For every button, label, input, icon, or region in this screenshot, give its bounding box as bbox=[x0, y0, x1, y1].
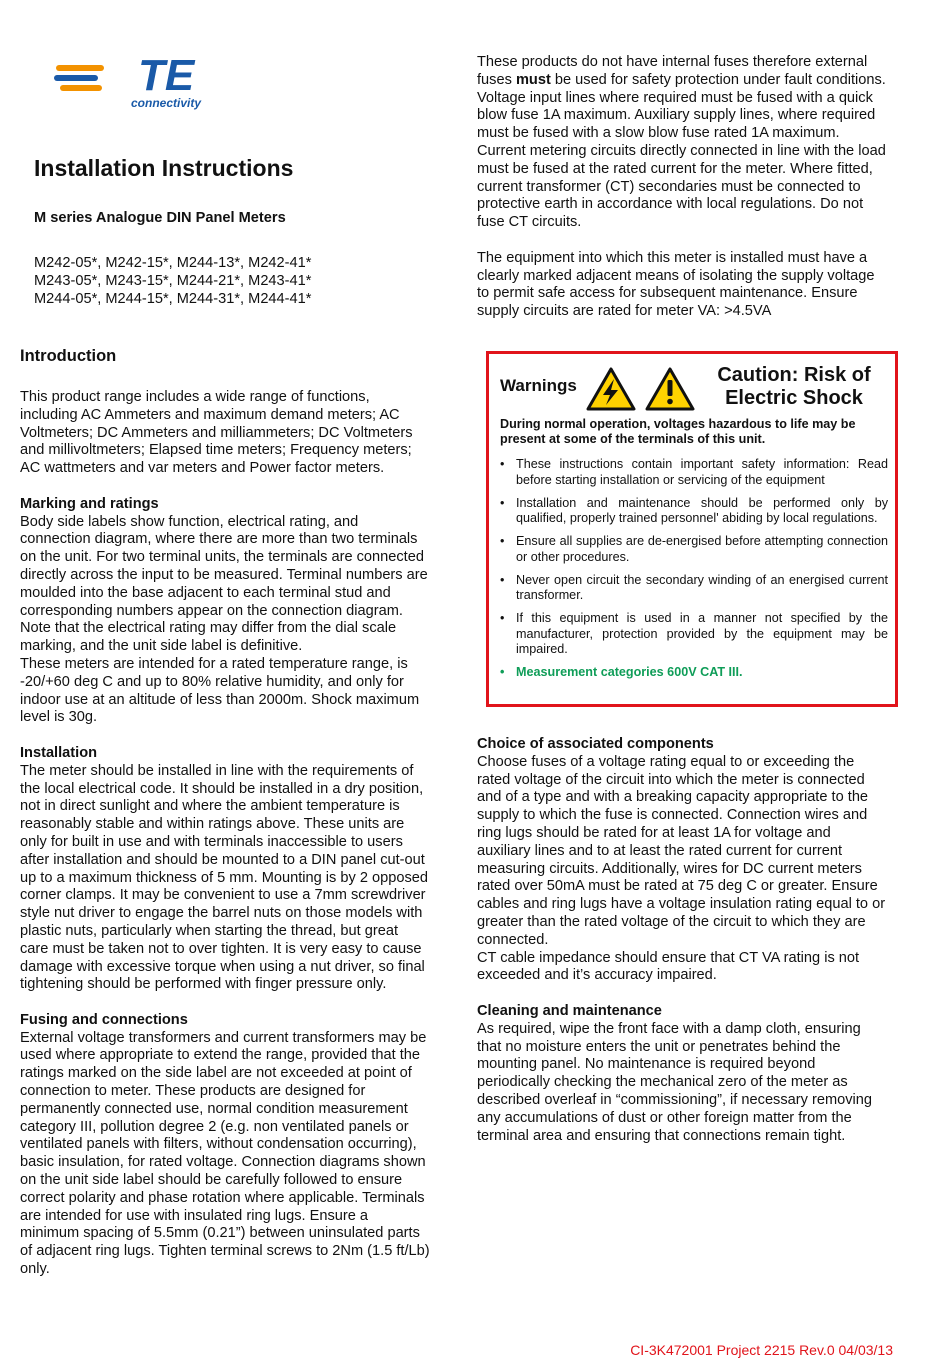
fusing-text: External voltage transformers and current transformers may be used where appropriate to extend the range, provided that the ratings marked on the side label are not exceeded at point of connection to meter. These products are designed for permanently connected use, normal condition measurement category III, pollution degree 2 (e.g. non ventilated panels or ventilated panels with filters, without condensation occurring), basic insulation, for rated voltage. Connection diagrams shown on the unit side label should be carefully followed to ensure correct polarity and phase rotation where applicable. Terminals are intended for use with insulated ring lugs. Ensure a minimum spacing of 5.5mm (0.21”) between uninsulated parts of adjacent ring lugs. Tighten terminal screws to 2Nm (1.5 ft/Lb) only. bbox=[20, 1029, 430, 1278]
warnings-list bbox=[500, 457, 888, 688]
model-list bbox=[34, 255, 311, 308]
warnings-intro: During normal operation, voltages hazardous to life may be present at some of the terminals of this unit. bbox=[500, 417, 856, 446]
model-line: M243-05*, M243-15*, M244-21*, M243-41* bbox=[34, 272, 312, 289]
document-reference: CI-3K472001 Project 2215 Rev.0 04/03/13 bbox=[630, 1342, 893, 1358]
list-item: • If this equipment is used in a manner not specified by the manufacturer, protection provided by the equipment may be impaired. bbox=[500, 611, 888, 656]
intro-text: This product range includes a wide range of functions, including AC Ammeters and maximum demand meters; AC Voltmeters; DC Ammeters and milliammeters; DC Voltmeters and millivoltmeters; Elapsed time meters; Frequency meters; AC wattmeters and var meters and Power factor meters. bbox=[20, 389, 413, 477]
left-column bbox=[20, 389, 430, 1279]
model-line: M242-05*, M242-15*, M244-13*, M242-41* bbox=[34, 255, 312, 271]
intro-heading: Introduction bbox=[20, 347, 117, 365]
marking-text-2: These meters are intended for a rated temperature range, is -20/+60 deg C and up to 80% relative humidity, and only for indoor use at an altitude of less than 2000m. Shock maximum level is 30g. bbox=[20, 655, 420, 726]
installation-heading: Installation bbox=[20, 744, 98, 761]
marking-text: Body side labels show function, electrical rating, and connection diagram, where there are more than two terminals on the unit. For two terminal units, the terminals are connected directly across the input to be measured. Terminal numbers are moulded into the base adjacent to each terminal stud and corresponding numbers appear on the connection diagram. Note that the electrical rating may differ from the dial scale marking, and the unit side label is definitive. bbox=[20, 513, 428, 655]
warnings-label: Warnings bbox=[500, 376, 577, 395]
fuses-text: These products do not have internal fuses therefore external fuses must be used for safety protection under fault conditions. Voltage input lines where required must be fused with a quick blow fuse 1A maximum. Auxiliary supply lines, where required must be fused with a slow blow fuse rated 1A maximum. Current metering circuits directly connected in line with the load must be fused at the rated current for the meter. Where fitted, current transformer (CT) secondaries must be connected to protective earth in accordance with local regulations. Do not fuse CT circuits. bbox=[477, 54, 886, 231]
right-column-top bbox=[477, 54, 887, 321]
installation-text: The meter should be installed in line with the requirements of the local electrical code. It should be installed in a dry position, not in direct sunlight and where the ambient temperature is reasonably stable and within ratings above. These units are only for built in use and with terminals inaccessible to users after installation and should be mounted to a DIN panel cut-out up to a maximum thickness of 5 mm. Mounting is by 2 opposed corner clamps. It may be convenient to use a 7mm screwdriver style nut driver to engage the barrel nuts on those models with plastic nuts, particularly when starting the thread, but great care must be taken not to over tighten. It is very easy to cause damage with excessive torque when using a nut driver, so final tightening should be performed with finger pressure only. bbox=[20, 762, 429, 993]
page-subtitle: M series Analogue DIN Panel Meters bbox=[34, 210, 286, 226]
page-title: Installation Instructions bbox=[34, 155, 294, 181]
isolation-text: The equipment into which this meter is installed must have a clearly marked adjacent means of isolating the supply voltage to permit safe access for subsequent maintenance. Ensure supply circuits are rated for meter VA: >4.5VA bbox=[477, 249, 875, 320]
caution-heading: Caution: Risk of Electric Shock bbox=[717, 364, 871, 409]
cleaning-heading: Cleaning and maintenance bbox=[477, 1002, 662, 1019]
te-logo-word: connectivity bbox=[131, 96, 202, 110]
model-line: M244-05*, M244-15*, M244-31*, M244-41* bbox=[34, 290, 312, 307]
te-logo bbox=[54, 52, 229, 116]
choice-heading: Choice of associated components bbox=[477, 736, 714, 752]
choice-text: Choose fuses of a voltage rating equal to or exceeding the rated voltage of the circuit into which the meter is connected and of a type and with a breaking capacity appropriate to the supply to which the fuse is connected. Connection wires and ring lugs should be rated for at least 1A for voltage and auxiliary lines and to at least the rated current for current measuring circuits. Additionally, wires for DC current meters rated over 50mA must be rated at 75 deg C or greater. Ensure cables and ring lugs have a voltage insulation rating equal to or greater than the rated voltage of the circuit to which they are connected. bbox=[477, 753, 886, 948]
list-item: • Ensure all supplies are de-energised before attempting connection or other procedures. bbox=[500, 534, 888, 564]
choice-text-2: CT cable impedance should ensure that CT VA rating is not exceeded and it’s accuracy impaired. bbox=[477, 949, 860, 984]
exclamation-warning-icon bbox=[644, 366, 696, 412]
fusing-heading: Fusing and connections bbox=[20, 1011, 188, 1028]
cleaning-text: As required, wipe the front face with a damp cloth, ensuring that no moisture enters the unit or penetrates behind the mounting panel. No maintenance is required beyond periodically checking the mechanical zero of the meter as described overleaf in “commissioning”, if necessary removing any accumulations of dust or other foreign matter from the terminal area and ensuring that connections remain tight. bbox=[477, 1020, 873, 1144]
right-column-bottom bbox=[477, 736, 887, 1145]
list-item: • Never open circuit the secondary winding of an energised current transformer. bbox=[500, 572, 888, 602]
must-emphasis: must bbox=[515, 71, 551, 88]
warnings-box bbox=[486, 351, 898, 707]
high-voltage-warning-icon bbox=[585, 366, 637, 412]
list-item: • These instructions contain important safety information: Read before starting installation or servicing of the equipment bbox=[500, 457, 888, 487]
measurement-category-item: • Measurement categories 600V CAT III. bbox=[500, 665, 743, 679]
list-item: • Installation and maintenance should be performed only by qualified, properly trained personnel' abiding by local regulations. bbox=[500, 495, 888, 525]
marking-heading: Marking and ratings bbox=[20, 495, 159, 512]
te-logo-letters: TE bbox=[138, 52, 195, 100]
